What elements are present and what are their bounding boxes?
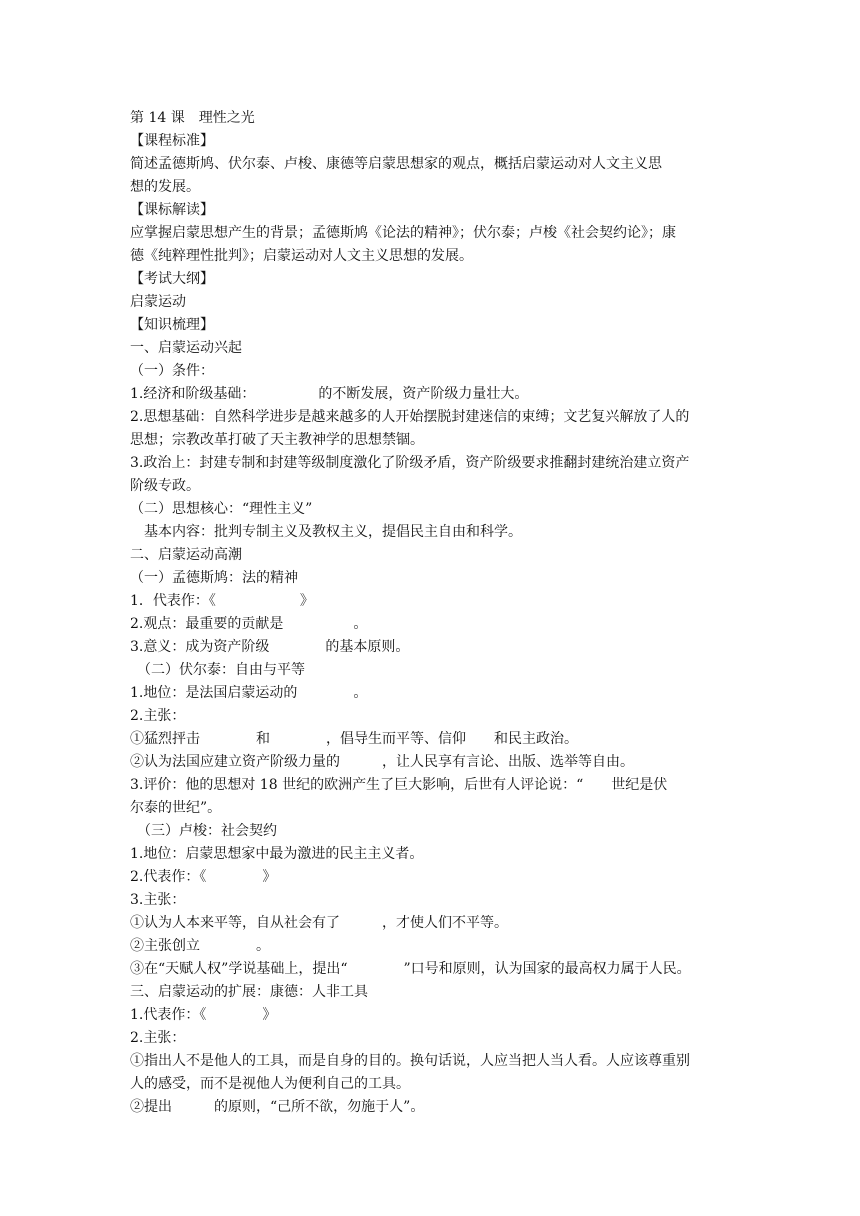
text-line: 2.代表作：《 》 [130, 869, 277, 885]
text-line: 1.经济和阶级基础： 的不断发展，资产阶级力量壮大。 [130, 386, 529, 402]
text-line: 思想；宗教改革打破了天主教神学的思想禁锢。 [130, 432, 424, 448]
text-line: ①认为人本来平等，自从社会有了 ，才使人们不平等。 [130, 915, 508, 931]
text-line: 一、启蒙运动兴起 [130, 340, 242, 356]
text-line: 第 14 课 理性之光 [130, 110, 255, 126]
text-line: 简述孟德斯鸠、伏尔泰、卢梭、康德等启蒙思想家的观点，概括启蒙运动对人文主义思 [130, 156, 662, 172]
text-line: ②认为法国应建立资产阶级力量的 ，让人民享有言论、出版、选举等自由。 [130, 754, 634, 770]
text-line: ③在“天赋人权”学说基础上，提出“ ”口号和原则，认为国家的最高权力属于人民。 [130, 961, 691, 977]
text-line: ②提出 的原则，“己所不欲，勿施于人”。 [130, 1099, 425, 1115]
text-line: 二、启蒙运动高潮 [130, 547, 242, 563]
text-line: 3.评价：他的思想对 18 世纪的欧洲产生了巨大影响，后世有人评论说：“ 世纪是伏 [130, 777, 668, 793]
text-line: 【考试大纲】 [130, 271, 214, 287]
text-line: 【课程标准】 [130, 133, 214, 149]
text-line: 基本内容：批判专制主义及教权主义，提倡民主自由和科学。 [130, 524, 522, 540]
text-line: ①指出人不是他人的工具，而是自身的目的。换句话说，人应当把人当人看。人应该尊重别 [130, 1053, 690, 1069]
document-body [130, 107, 740, 1119]
text-line: （三）卢梭：社会契约 [130, 823, 277, 839]
text-line: 3.主张： [130, 892, 186, 908]
text-line: 1．代表作：《 》 [130, 593, 314, 609]
text-line: 应掌握启蒙思想产生的背景；孟德斯鸠《论法的精神》；伏尔泰；卢梭《社会契约论》；康 [130, 225, 676, 241]
text-line: （二）伏尔泰：自由与平等 [130, 662, 305, 678]
text-line: 3.政治上：封建专制和封建等级制度激化了阶级矛盾，资产阶级要求推翻封建统治建立资产 [130, 455, 690, 471]
text-line: 尔泰的世纪”。 [130, 800, 222, 816]
text-line: 德《纯粹理性批判》；启蒙运动对人文主义思想的发展。 [130, 248, 473, 264]
text-line: 3.意义：成为资产阶级 的基本原则。 [130, 639, 410, 655]
text-line: 三、启蒙运动的扩展：康德：人非工具 [130, 984, 368, 1000]
text-line: 1.地位：启蒙思想家中最为激进的民主主义者。 [130, 846, 424, 862]
text-line: 人的感受，而不是视他人为便利自己的工具。 [130, 1076, 410, 1092]
text-line: （一）条件： [130, 363, 214, 379]
text-line: 2.主张： [130, 708, 186, 724]
text-line: 1.代表作：《 》 [130, 1007, 277, 1023]
text-line: （一）孟德斯鸠：法的精神 [130, 570, 298, 586]
text-line: 启蒙运动 [130, 294, 186, 310]
text-line: ②主张创立 。 [130, 938, 270, 954]
text-line: ①猛烈抨击 和 ，倡导生而平等、信仰 和民主政治。 [130, 731, 578, 747]
text-line: 2.思想基础：自然科学进步是越来越多的人开始摆脱封建迷信的束缚；文艺复兴解放了人的 [130, 409, 690, 425]
text-line: 【课标解读】 [130, 202, 214, 218]
text-line: （二）思想核心：“理性主义” [130, 501, 313, 517]
text-line: 2.主张： [130, 1030, 186, 1046]
text-line: 2.观点：最重要的贡献是 。 [130, 616, 368, 632]
text-line: 阶级专政。 [130, 478, 200, 494]
text-line: 想的发展。 [130, 179, 200, 195]
text-line: 1.地位：是法国启蒙运动的 。 [130, 685, 368, 701]
text-line: 【知识梳理】 [130, 317, 214, 333]
